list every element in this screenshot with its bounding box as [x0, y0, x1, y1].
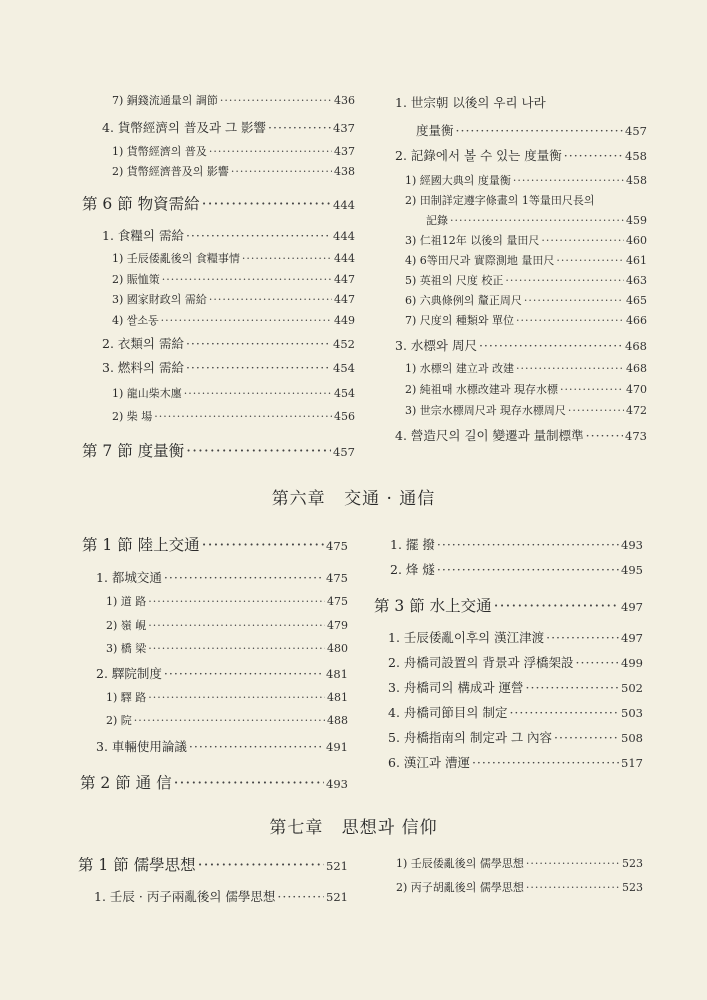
- toc-entry-title: 1) 貨幣經濟의 普及: [112, 145, 207, 158]
- leader-dots: [277, 889, 324, 904]
- toc-page-number: 460: [626, 234, 647, 247]
- toc-page-number: 475: [327, 595, 348, 608]
- leader-dots: [526, 857, 620, 870]
- toc-page-number: 468: [626, 362, 647, 375]
- toc-page-number: 493: [621, 538, 643, 552]
- toc-entry-title: 2) 賑恤策: [112, 273, 160, 286]
- toc-entry: [102, 226, 355, 244]
- toc-page-number: 463: [626, 274, 647, 287]
- toc-page-number: 495: [621, 563, 643, 577]
- leader-dots: [526, 680, 620, 695]
- leader-dots: [516, 362, 624, 375]
- toc-entry: 2) 田制詳定遵字條畫의 1等量田尺長의: [405, 194, 595, 207]
- toc-entry-title: 2. 舟橋司設置의 背景과 浮橋架設: [388, 655, 574, 670]
- toc-entry-title: 第 2 節 通 信: [80, 774, 172, 792]
- toc-entry: [405, 402, 647, 418]
- toc-page-number: 491: [326, 740, 348, 754]
- toc-entry: [94, 887, 348, 905]
- toc-page-number: 459: [626, 214, 647, 227]
- toc-entry-title: 4. 舟橋司節目의 制定: [388, 705, 508, 720]
- toc-entry-title: 第 3 節 水上交通: [374, 597, 492, 615]
- leader-dots: [268, 120, 331, 135]
- leader-dots: [148, 642, 325, 655]
- toc-entry: [426, 212, 647, 228]
- toc-entry-title: 2) 純祖때 水標改建과 現存水標: [405, 383, 559, 396]
- toc-page-number: 503: [621, 706, 643, 720]
- toc-entry: [390, 535, 643, 553]
- leader-dots: [189, 739, 324, 754]
- leader-dots: [231, 165, 332, 178]
- leader-dots: [576, 655, 620, 670]
- leader-dots: [148, 691, 325, 704]
- leader-dots: [202, 536, 324, 554]
- toc-entry-title: 3) 仁祖12年 以後의 量田尺: [405, 234, 540, 247]
- toc-entry-title: 1) 道 路: [106, 595, 147, 608]
- leader-dots: [524, 294, 624, 307]
- leader-dots: [134, 714, 325, 727]
- toc-entry-title: 2. 衣類의 需給: [102, 336, 184, 351]
- toc-page-number: 454: [334, 387, 355, 400]
- toc-section-entry: [82, 192, 355, 214]
- toc-entry: [106, 640, 348, 656]
- leader-dots: [560, 383, 624, 396]
- toc-entry-title: 2. 記錄에서 볼 수 있는 度量衡: [395, 148, 562, 163]
- toc-entry-title: 1) 水標의 建立과 改建: [405, 362, 515, 375]
- toc-entry-title: 2) 嶺 峴: [106, 619, 147, 632]
- toc-page-number: 454: [333, 361, 355, 375]
- toc-entry-title: 2) 柴 場: [112, 410, 153, 423]
- toc-entry: [405, 312, 647, 328]
- toc-entry-title: 1. 擺 撥: [390, 537, 435, 552]
- chapter-7-title: 思想과 信仰: [341, 818, 438, 838]
- toc-page-number: 473: [625, 429, 647, 443]
- toc-page-number: 472: [626, 404, 647, 417]
- toc-page-number: 452: [333, 337, 355, 351]
- toc-entry-title: 4. 貨幣經濟의 普及과 그 影響: [102, 120, 267, 135]
- toc-entry: [416, 121, 647, 139]
- leader-dots: [148, 595, 325, 608]
- toc-entry-title: 2. 驛院制度: [96, 666, 162, 681]
- toc-page-number: 458: [625, 149, 647, 163]
- toc-page-number: 447: [334, 273, 355, 286]
- toc-page-number: 480: [327, 642, 348, 655]
- leader-dots: [568, 404, 624, 417]
- toc-entry: [112, 408, 355, 424]
- toc-entry-title: 3. 水標와 周尺: [395, 338, 477, 353]
- toc-entry: [112, 271, 355, 287]
- toc-section-entry: [374, 594, 643, 616]
- toc-entry: [112, 163, 355, 179]
- toc-entry-title: 1. 都城交通: [96, 570, 162, 585]
- toc-entry-title: 2) 院: [106, 714, 132, 727]
- toc-page-number: 521: [326, 859, 348, 873]
- toc-entry: [388, 678, 643, 696]
- toc-entry-title: 4) 쌀소동: [112, 314, 159, 327]
- toc-entry: [405, 272, 647, 288]
- toc-entry: [106, 593, 348, 609]
- toc-page-number: 457: [333, 445, 355, 459]
- toc-entry: [395, 426, 647, 444]
- chapter-6-title: 交通 · 通信: [344, 489, 436, 509]
- toc-entry: [112, 92, 355, 108]
- toc-entry-title: 7) 銅錢流通量의 調節: [112, 94, 218, 107]
- toc-entry-title: 1) 經國大典의 度量衡: [405, 174, 511, 187]
- toc-entry: [112, 291, 355, 307]
- toc-entry: [390, 560, 643, 578]
- toc-entry-title: 3) 橋 梁: [106, 642, 147, 655]
- leader-dots: [174, 774, 324, 792]
- toc-entry: [405, 172, 647, 188]
- toc-entry: [405, 232, 647, 248]
- toc-section-entry: [78, 853, 348, 875]
- toc-entry-title: 第 7 節 度量衡: [82, 442, 185, 460]
- toc-page-number: 508: [621, 731, 643, 745]
- leader-dots: [554, 730, 619, 745]
- leader-dots: [516, 314, 624, 327]
- toc-entry-title: 3) 世宗水標周尺과 現存水標周尺: [405, 404, 566, 417]
- toc-entry: [405, 292, 647, 308]
- toc-entry-title: 度量衡: [416, 123, 454, 138]
- toc-entry: [112, 143, 355, 159]
- toc-entry-title: 3. 舟橋司의 構成과 運營: [388, 680, 524, 695]
- toc-entry-title: 1. 食糧의 需給: [102, 228, 184, 243]
- leader-dots: [154, 410, 332, 423]
- leader-dots: [220, 94, 332, 107]
- toc-page-number: 447: [334, 293, 355, 306]
- toc-entry: [388, 703, 643, 721]
- toc-entry-title: 1) 驛 路: [106, 691, 147, 704]
- leader-dots: [202, 195, 331, 213]
- leader-dots: [437, 562, 619, 577]
- toc-section-entry: [82, 439, 355, 461]
- toc-page-number: 456: [334, 410, 355, 423]
- leader-dots: [456, 123, 624, 138]
- toc-entry: [396, 879, 643, 895]
- toc-page-number: 437: [334, 145, 355, 158]
- toc-entry: [405, 252, 647, 268]
- toc-entry-title: 記錄: [426, 214, 448, 227]
- toc-entry: [396, 855, 643, 871]
- toc-page-number: 437: [333, 121, 355, 135]
- toc-entry: [102, 358, 355, 376]
- leader-dots: [209, 145, 332, 158]
- leader-dots: [186, 336, 331, 351]
- toc-entry-title: 3. 車輛使用論議: [96, 739, 187, 754]
- leader-dots: [186, 360, 331, 375]
- toc-entry-title: 3. 燃料의 需給: [102, 360, 184, 375]
- leader-dots: [209, 293, 332, 306]
- toc-page-number: 479: [327, 619, 348, 632]
- toc-page-number: 497: [621, 600, 643, 614]
- toc-page-number: 521: [326, 890, 348, 904]
- toc-entry-title: 1) 龍山柴木廛: [112, 387, 182, 400]
- toc-page-number: 458: [626, 174, 647, 187]
- toc-page-number: 468: [625, 339, 647, 353]
- leader-dots: [564, 148, 623, 163]
- leader-dots: [509, 705, 619, 720]
- toc-page-number: 475: [326, 571, 348, 585]
- toc-entry-title: 1. 壬辰倭亂이후의 漢江津渡: [388, 630, 545, 645]
- toc-entry: [112, 312, 355, 328]
- leader-dots: [556, 254, 624, 267]
- toc-entry: [96, 664, 348, 682]
- toc-entry: [388, 753, 643, 771]
- leader-dots: [479, 338, 623, 353]
- leader-dots: [242, 252, 332, 265]
- leader-dots: [586, 428, 623, 443]
- toc-entry: [388, 653, 643, 671]
- leader-dots: [494, 597, 619, 615]
- toc-page-number: 499: [621, 656, 643, 670]
- toc-page-number: 470: [626, 383, 647, 396]
- toc-entry-title: 3) 國家財政의 需給: [112, 293, 207, 306]
- toc-page-number: 436: [334, 94, 355, 107]
- toc-entry-title: 4) 6等田尺과 實際測地 量田尺: [405, 254, 555, 267]
- leader-dots: [198, 856, 324, 874]
- toc-entry-title: 5. 舟橋指南의 制定과 그 內容: [388, 730, 553, 745]
- toc-page-number: 444: [333, 198, 355, 212]
- toc-entry: [405, 360, 647, 376]
- leader-dots: [161, 314, 332, 327]
- leader-dots: [472, 755, 619, 770]
- toc-entry-title: 第 1 節 儒學思想: [78, 856, 196, 874]
- toc-page-number: 517: [621, 756, 643, 770]
- chapter-7-heading: [0, 813, 707, 838]
- leader-dots: [186, 442, 331, 460]
- toc-entry-title: 6. 漢江과 漕運: [388, 755, 470, 770]
- toc-entry-title: 1. 壬辰 · 丙子兩亂後의 儒學思想: [94, 889, 276, 904]
- toc-entry: [96, 568, 348, 586]
- leader-dots: [186, 228, 331, 243]
- toc-entry-title: 2) 丙子胡亂後의 儒學思想: [396, 881, 524, 894]
- leader-dots: [184, 387, 332, 400]
- toc-page-number: 497: [621, 631, 643, 645]
- toc-page-number: 481: [327, 691, 348, 704]
- toc-page-number: 481: [326, 667, 348, 681]
- toc-entry: [405, 381, 647, 397]
- toc-entry: [112, 250, 355, 266]
- leader-dots: [164, 666, 324, 681]
- toc-entry: [112, 385, 355, 401]
- leader-dots: [513, 174, 624, 187]
- leader-dots: [164, 570, 324, 585]
- toc-entry: [395, 146, 647, 164]
- toc-section-entry: [80, 771, 348, 793]
- leader-dots: [450, 214, 624, 227]
- toc-page-number: 523: [622, 857, 643, 870]
- toc-page-number: 444: [334, 252, 355, 265]
- toc-page-number: 493: [326, 777, 348, 791]
- toc-entry: [388, 628, 643, 646]
- toc-page-number: 461: [626, 254, 647, 267]
- toc-entry: [388, 728, 643, 746]
- toc-page-number: 465: [626, 294, 647, 307]
- toc-entry: [102, 118, 355, 136]
- toc-page-number: 466: [626, 314, 647, 327]
- toc-entry-title: 1) 壬辰倭亂後의 儒學思想: [396, 857, 524, 870]
- leader-dots: [148, 619, 325, 632]
- chapter-6-heading: [0, 484, 707, 509]
- toc-entry-title: 第 1 節 陸上交通: [82, 536, 200, 554]
- toc-page-number: 488: [327, 714, 348, 727]
- toc-page-number: 449: [334, 314, 355, 327]
- toc-page-number: 438: [334, 165, 355, 178]
- toc-entry-title: 2) 貨幣經濟普及의 影響: [112, 165, 229, 178]
- chapter-7-label: 第七章: [269, 818, 324, 838]
- toc-page-number: 523: [622, 881, 643, 894]
- toc-page-number: 502: [621, 681, 643, 695]
- toc-entry-title: 2. 烽 燧: [390, 562, 435, 577]
- toc-entry-title: 4. 營造尺의 길이 變遷과 量制標準: [395, 428, 584, 443]
- toc-page-number: 444: [333, 229, 355, 243]
- chapter-6-label: 第六章: [271, 489, 326, 509]
- toc-section-entry: [82, 533, 348, 555]
- toc-entry: [102, 334, 355, 352]
- toc-entry-title: 7) 尺度의 種類와 單位: [405, 314, 515, 327]
- leader-dots: [162, 273, 332, 286]
- toc-entry: [395, 336, 647, 354]
- toc-entry-title: 5) 英祖의 尺度 校正: [405, 274, 504, 287]
- toc-page-number: 457: [625, 124, 647, 138]
- toc-entry: [106, 712, 348, 728]
- leader-dots: [526, 881, 620, 894]
- leader-dots: [437, 537, 619, 552]
- leader-dots: [505, 274, 624, 287]
- toc-entry-title: 1) 壬辰倭亂後의 食糧事情: [112, 252, 240, 265]
- toc-entry: [96, 737, 348, 755]
- toc-entry: [106, 689, 348, 705]
- toc-entry-title: 6) 六典條例의 釐正周尺: [405, 294, 522, 307]
- toc-entry-title: 第 6 節 物資需給: [82, 195, 200, 213]
- toc-entry: 1. 世宗朝 以後의 우리 나라: [395, 95, 546, 110]
- leader-dots: [541, 234, 624, 247]
- toc-entry: [106, 617, 348, 633]
- leader-dots: [546, 630, 619, 645]
- toc-page-number: 475: [326, 539, 348, 553]
